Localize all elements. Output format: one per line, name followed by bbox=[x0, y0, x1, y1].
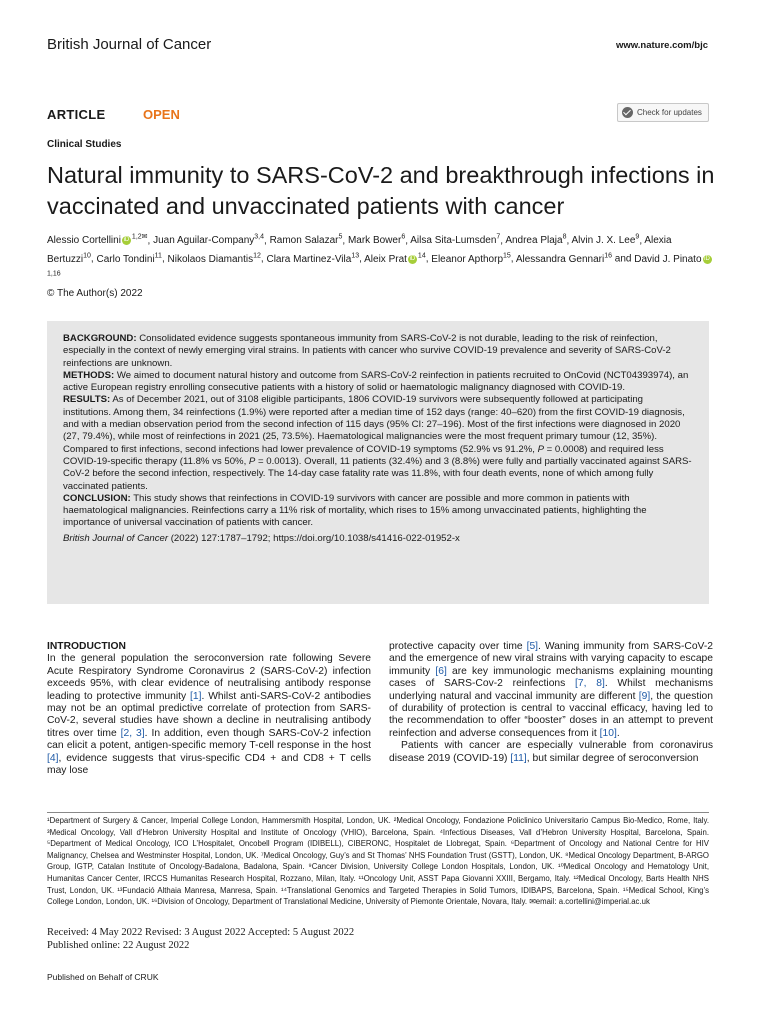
author-entry[interactable] bbox=[505, 235, 566, 246]
author-name[interactable]: Ailsa Sita-Lumsden bbox=[410, 235, 497, 247]
methods-text: We aimed to document natural history and outcome from SARS-CoV-2 reinfection in patients recruited to OnCovid (NCT04393974), an active European registry enrolling consecutive patients with a history of solid or haematologic malignancy diagnosed with COVID-19. bbox=[63, 369, 689, 394]
copyright-notice: © The Author(s) 2022 bbox=[47, 288, 143, 299]
published-online: Published online: 22 August 2022 bbox=[47, 939, 190, 951]
author-affiliation-marker: 7 bbox=[496, 234, 501, 241]
author-affiliation-marker: 3,4 bbox=[254, 234, 264, 241]
reference-link[interactable]: [7, 8] bbox=[575, 678, 605, 690]
author-entry[interactable] bbox=[431, 254, 511, 265]
author-name[interactable]: David J. Pinato bbox=[634, 253, 702, 265]
check-updates-label: Check for updates bbox=[637, 108, 702, 117]
results-p-symbol-2: P bbox=[248, 455, 256, 467]
reference-link[interactable]: [9] bbox=[638, 690, 651, 702]
orcid-icon[interactable] bbox=[703, 255, 712, 264]
body-column-left bbox=[47, 641, 371, 777]
author-entry[interactable] bbox=[47, 235, 148, 246]
article-title: Natural immunity to SARS-CoV-2 and breakthrough infections in vaccinated and unvaccinated patients with cancer bbox=[47, 162, 715, 219]
author-name[interactable]: Eleanor Apthorp bbox=[431, 253, 503, 265]
results-p-symbol-1: P bbox=[537, 443, 544, 455]
conclusion-heading: CONCLUSION: bbox=[63, 492, 131, 504]
author-name[interactable]: Andrea Plaja bbox=[505, 235, 563, 247]
background-heading: BACKGROUND: bbox=[63, 333, 137, 344]
intro-text: are key immunologic mechanisms explaining mounting cases of SARS-Cov-2 reinfections bbox=[389, 665, 713, 690]
intro-text: , evidence suggests that virus-specific CD4 + and CD8 + T cells may lose bbox=[47, 752, 371, 777]
author-affiliation-marker: 5 bbox=[338, 234, 343, 241]
intro-text: In the general population the seroconversion rate following Severe Acute Respiratory Syndrome Coronavirus 2 (SARS-CoV-2) infection exceeds 95%, with clear evidence of neutralising antibody response leading to protective immunity bbox=[47, 653, 371, 702]
abstract-box bbox=[47, 321, 709, 604]
author-affiliation-marker: 1,16 bbox=[47, 270, 61, 278]
author-list: Alessio CortelliniiD $^{1,2✉}$, Juan Aguilar-Company$^{3,4}$, Ramon Salazar$^5$, Mark Bower$^6$, Ailsa Sita-Lumsden$^7$, Andrea Plaja$^8$, Alvin J. X. Lee$^9$, Alexia Bertuzzi$^{10}$, Carlo Tondini$^{11}$, Nikolaos Diamantis$^{12}$, Clara Martinez-Vila$^{13}$, Aleix PratiD $^{14}$, Eleanor Apthorp$^{15}$, Alessandra Gennari$^{16}$ and David J. PinatoiD$^{1,16}$ bbox=[47, 230, 717, 285]
results-text-2: = 0.0013). Overall, 11 patients (32.4%) and 3 (8.8%) were fully and partially vaccinated against SARS-CoV-2 before the second infection, respectively. The 14-day case fatality rate was 11.8%, with four death events, none of which among fully vaccinated patients. bbox=[63, 455, 692, 492]
author-entry[interactable] bbox=[270, 235, 343, 246]
author-entry[interactable] bbox=[410, 235, 500, 246]
reference-link[interactable]: [10] bbox=[599, 727, 617, 739]
journal-name: British Journal of Cancer bbox=[47, 36, 212, 53]
author-affiliation-marker: 15 bbox=[503, 252, 511, 260]
author-entry[interactable] bbox=[266, 254, 359, 265]
author-name[interactable]: Ramon Salazar bbox=[269, 235, 339, 247]
methods-heading: METHODS: bbox=[63, 369, 115, 381]
author-name[interactable]: Clara Martinez-Vila bbox=[266, 253, 352, 265]
author-name[interactable]: Nikolaos Diamantis bbox=[167, 253, 254, 265]
author-name[interactable]: Mark Bower bbox=[347, 235, 402, 247]
article-type-label: ARTICLE bbox=[47, 107, 106, 122]
introduction-paragraph-2 bbox=[389, 740, 713, 765]
author-affiliation-marker: 10 bbox=[83, 252, 91, 260]
orcid-icon[interactable] bbox=[122, 236, 131, 245]
author-affiliation-marker: 1,2✉ bbox=[131, 234, 148, 241]
author-entry[interactable] bbox=[96, 254, 161, 265]
author-affiliation-marker: 11 bbox=[154, 252, 162, 260]
abstract-results bbox=[63, 394, 693, 492]
journal-url-link[interactable]: www.nature.com/bjc bbox=[615, 40, 708, 51]
article-type-row bbox=[47, 107, 709, 125]
author-entry[interactable] bbox=[572, 235, 640, 246]
author-affiliation-marker: 12 bbox=[253, 252, 261, 260]
author-affiliation-marker: 6 bbox=[401, 234, 406, 241]
citation-line bbox=[63, 533, 693, 545]
intro-text: protective capacity over time bbox=[389, 641, 527, 652]
reference-link[interactable]: [11] bbox=[510, 752, 527, 764]
intro-text: . Waning immunity from SARS-CoV-2 and the emergence of new viral strains with varying capacity to escape immunity bbox=[389, 641, 713, 677]
orcid-icon[interactable] bbox=[408, 255, 417, 264]
intro-text: . In addition, even though SARS-CoV-2 infection can elicit a potent, antigen-specific memory T-cell response in the host bbox=[47, 727, 371, 752]
citation-details[interactable]: (2022) 127:1787–1792; https://doi.org/10.1038/s41416-022-01952-x bbox=[168, 532, 460, 544]
intro-text: , but similar degree of seroconversion bbox=[526, 752, 699, 764]
reference-link[interactable]: [2, 3] bbox=[120, 727, 145, 739]
reference-link[interactable]: [6] bbox=[435, 665, 447, 677]
author-affiliation-marker: 8 bbox=[562, 234, 567, 241]
author-entry[interactable] bbox=[153, 235, 264, 246]
author-name[interactable]: Alessandra Gennari bbox=[515, 253, 605, 265]
conclusion-text: This study shows that reinfections in COVID-19 survivors with cancer are possible and more common in patients with haematological malignancies. Reinfections carry a 11% risk of mortality, which rises to 15% among unvaccinated patients, highlighting the importance of universal vaccination of patients with cancer. bbox=[63, 492, 647, 529]
author-entry[interactable] bbox=[364, 254, 426, 265]
results-text-1: As of December 2021, out of 3108 eligible participants, 1806 COVID-19 survivors were subsequently followed at participating institutions. Among them, 34 reinfections (1.9%) were reported after a median time of 152 days (range: 40–620) from the first COVID-19 diagnosis, and with a median observation period from the second infection of 115 days (95% CI: 27–196). Most of the first infections were diagnosed in 2020 (27, 79.4%), while most of reinfections in 2021 (25, 73.5%). Haematological malignancies were the most frequent primary tumour (12, 35%). Compared to first infections, second infections had lower prevalence of COVID-19 symptoms (52.9% vs 91.2%, bbox=[63, 394, 685, 455]
footnote-divider bbox=[47, 812, 709, 813]
author-name[interactable]: Alvin J. X. Lee bbox=[571, 235, 636, 247]
introduction-paragraph-1-continued bbox=[389, 641, 713, 740]
author-entry[interactable] bbox=[348, 235, 405, 246]
intro-text: . Whilst mechanisms underlying natural and vaccinal immunity are different bbox=[389, 678, 713, 702]
abstract-conclusion bbox=[63, 493, 693, 530]
abstract-methods bbox=[63, 370, 693, 395]
author-name[interactable]: Juan Aguilar-Company bbox=[153, 235, 255, 247]
section-label: Clinical Studies bbox=[47, 139, 122, 150]
check-for-updates-button[interactable] bbox=[617, 103, 709, 122]
received-revised-accepted: Received: 4 May 2022 Revised: 3 August 2022 Accepted: 5 August 2022 bbox=[47, 927, 355, 938]
author-affiliation-marker: 13 bbox=[351, 252, 360, 260]
reference-link[interactable]: [1] bbox=[190, 690, 202, 702]
body-column-right bbox=[389, 641, 713, 765]
affiliations-footnote: ¹Department of Surgery & Cancer, Imperial College London, Hammersmith Hospital, London, UK. ²Medical Oncology, Fondazione Policlinico Universitario Campus Bio-Medico, Rome, Italy. ³Medical Oncology, Vall d’Hebron University Hospital and Institute of Oncology (VHIO), Barcelona, Spain. ⁴Infectious Diseases, Vall d’Hebron University Hospital, Barcelona, Spain. ⁵Department of Medical Oncology, ICO L’Hospitalet, Oncobell Program (IDIBELL), CIBERONC, Hospitalet de Llobregat, Spain. ⁶Department of Oncology and National Centre for HIV Malignancy, Chelsea and Westminster Hospital, London, UK. ⁷Medical Oncology, Guy’s and St Thomas’ NHS Foundation Trust (GSTT), London, UK. ⁸Medical Oncology Department, B-ARGO Group, IGTP, Catalan Institute of Oncology-Badalona, Badalona, Spain. ⁹Cancer Division, University College London Hospitals, London, UK. ¹⁰Medical Oncology and Hematology Unit, Humanitas Cancer Center, IRCCS Humanitas Research Hospital, Rozzano, Milan, Italy. ¹¹Oncology Unit, ASST Papa Giovanni XXIII, Bergamo, Italy. ¹²Medical Oncology, Barts Health NHS Trust, London, UK. ¹³Fundació Althaia Manresa, Manresa, Spain. ¹⁴Translational Genomics and Targeted Therapies in Solid Tumors, IDIBAPS, Barcelona, Spain. ¹⁵Medical School, King’s College London, London, UK. ¹⁶Division of Oncology, Department of Translational Medicine, University of Piemonte Orientale, Novara, Italy. ✉email: a.cortellini@imperial.ac.uk bbox=[47, 816, 709, 907]
results-heading: RESULTS: bbox=[63, 394, 111, 406]
open-access-label: OPEN bbox=[143, 107, 180, 122]
intro-text: . bbox=[616, 727, 620, 739]
author-name[interactable]: Alessio Cortellini bbox=[47, 235, 121, 247]
author-affiliation-marker: 9 bbox=[635, 234, 640, 241]
published-on-behalf: Published on Behalf of CRUK bbox=[47, 972, 159, 982]
background-text: Consolidated evidence suggests spontaneous immunity from SARS-CoV-2 is not durable, leading to the risk of reinfection, especially in the context of newly emerging viral strains. In patients with cancer who survive COVID-19 prevalence and severity of SARS-CoV-2 reinfections are unknown. bbox=[63, 333, 671, 369]
reference-link[interactable]: [4] bbox=[47, 752, 59, 764]
results-text-p1: = 0.0008) and required less COVID-19-specific therapy (11.8% vs 50%, bbox=[63, 443, 664, 467]
introduction-heading: INTRODUCTION bbox=[47, 641, 126, 652]
author-name[interactable]: Carlo Tondini bbox=[96, 253, 155, 265]
author-name[interactable]: Aleix Prat bbox=[364, 253, 407, 265]
reference-link[interactable]: [5] bbox=[526, 641, 539, 652]
author-affiliation-marker: 16 bbox=[604, 252, 612, 260]
author-entry[interactable] bbox=[168, 254, 261, 265]
citation-journal: British Journal of Cancer bbox=[63, 532, 169, 544]
author-name[interactable]: Alexia Bertuzzi bbox=[47, 235, 672, 265]
intro-text: . Whilst anti-SARS-CoV-2 antibodies may not be an optimal predictive correlate of protection from SARS-CoV-2, several studies have shown a decline in neutralising antibody titres over time bbox=[47, 690, 371, 739]
check-updates-icon bbox=[622, 107, 633, 118]
author-affiliation-marker: 14 bbox=[417, 252, 426, 260]
author-entry[interactable] bbox=[516, 254, 612, 265]
abstract-background bbox=[63, 333, 693, 370]
intro-text: Patients with cancer are especially vulnerable from coronavirus disease 2019 (COVID-19) bbox=[389, 740, 713, 764]
intro-text: , the question of durability of protection is central to vaccinal efficacy, having led to the recommendation to offer “booster” doses in an attempt to prevent reinfection and adverse consequences from it bbox=[389, 690, 713, 739]
publication-dates bbox=[47, 927, 354, 952]
introduction-paragraph-1 bbox=[47, 653, 371, 777]
